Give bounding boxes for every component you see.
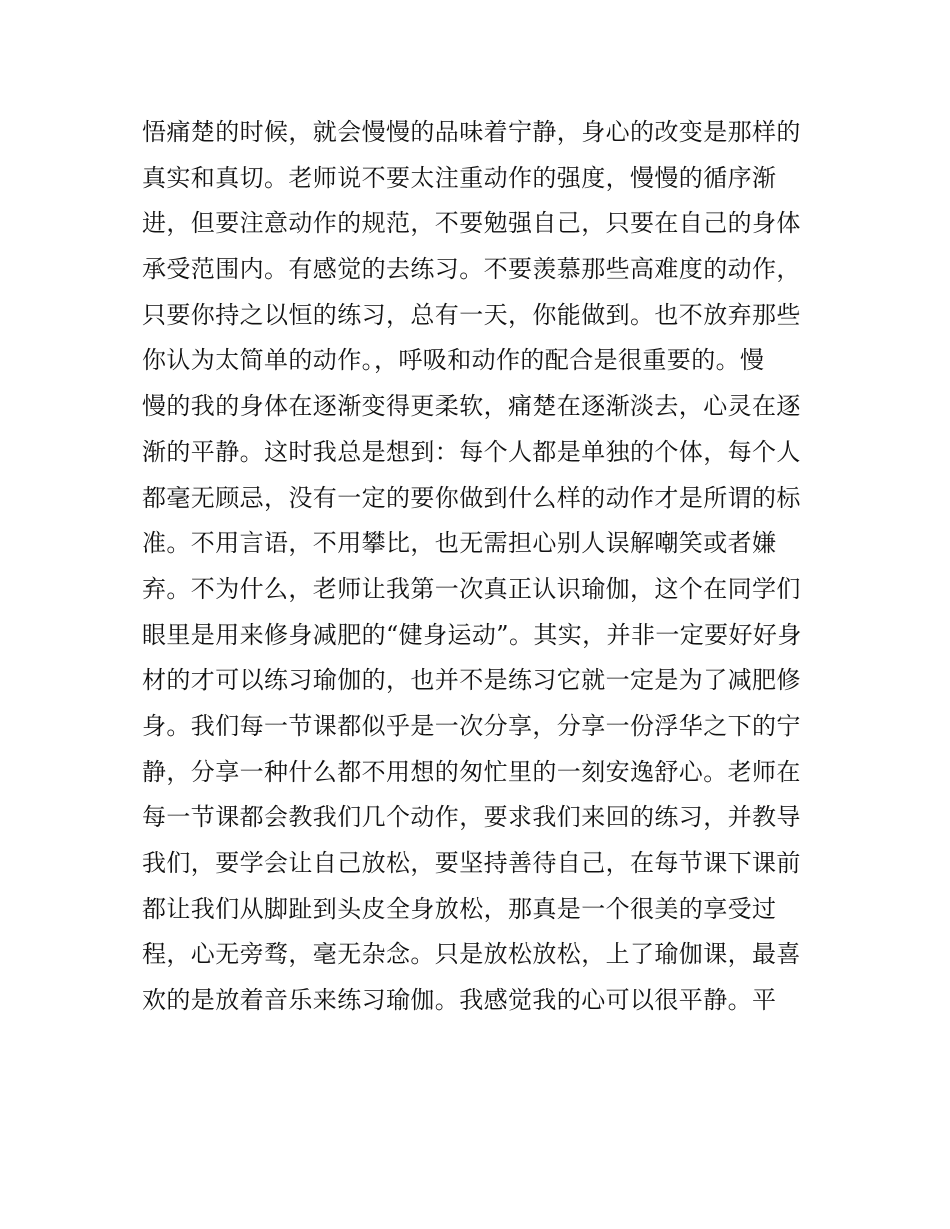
text-line: 悟痛楚的时候，就会慢慢的品味着宁静，身心的改变是那样的 — [142, 118, 801, 146]
text-line: 都让我们从脚趾到头皮全身放松，那真是一个很美的享受过 — [142, 894, 777, 923]
text-line: 都毫无顾忌，没有一定的要你做到什么样的动作才是所谓的标 — [142, 483, 801, 512]
text-line: 眼里是用来修身减肥的“健身运动”。其实，并非一定要好好身 — [142, 620, 802, 649]
text-line: 慢的我的身体在逐渐变得更柔软，痛楚在逐渐淡去，心灵在逐 — [142, 392, 801, 421]
text-line: 进，但要注意动作的规范，不要勉强自己，只要在自己的身体 — [142, 209, 801, 238]
text-line: 身。我们每一节课都似乎是一次分享，分享一份浮华之下的宁 — [142, 711, 801, 740]
text-line: 欢的是放着音乐来练习瑜伽。我感觉我的心可以很平静。平 — [142, 986, 777, 1015]
text-line: 弃。不为什么，老师让我第一次真正认识瑜伽，这个在同学们 — [142, 574, 801, 603]
text-line: 只要你持之以恒的练习，总有一天，你能做到。也不放弃那些 — [142, 300, 801, 329]
text-line: 我们，要学会让自己放松，要坚持善待自己，在每节课下课前 — [142, 849, 801, 877]
text-line: 渐的平静。这时我总是想到：每个人都是单独的个体，每个人 — [142, 437, 801, 466]
text-line: 真实和真切。老师说不要太注重动作的强度，慢慢的循序渐 — [142, 163, 777, 192]
text-line: 准。不用言语，不用攀比，也无需担心别人误解嘲笑或者嫌 — [142, 529, 777, 558]
body-text — [142, 110, 822, 1024]
text-line: 每一节课都会教我们几个动作，要求我们来回的练习，并教导 — [142, 803, 801, 832]
text-line: 承受范围内。有感觉的去练习。不要羡慕那些高难度的动作， — [142, 255, 801, 284]
text-line: 静，分享一种什么都不用想的匆忙里的一刻安逸舒心。老师在 — [142, 757, 801, 786]
text-line: 材的才可以练习瑜伽的，也并不是练习它就一定是为了减肥修 — [142, 666, 801, 695]
text-line: 你认为太简单的动作。，呼吸和动作的配合是很重要的。慢 — [142, 346, 765, 375]
text-line: 程，心无旁骛，毫无杂念。只是放松放松，上了瑜伽课，最喜 — [142, 940, 801, 969]
